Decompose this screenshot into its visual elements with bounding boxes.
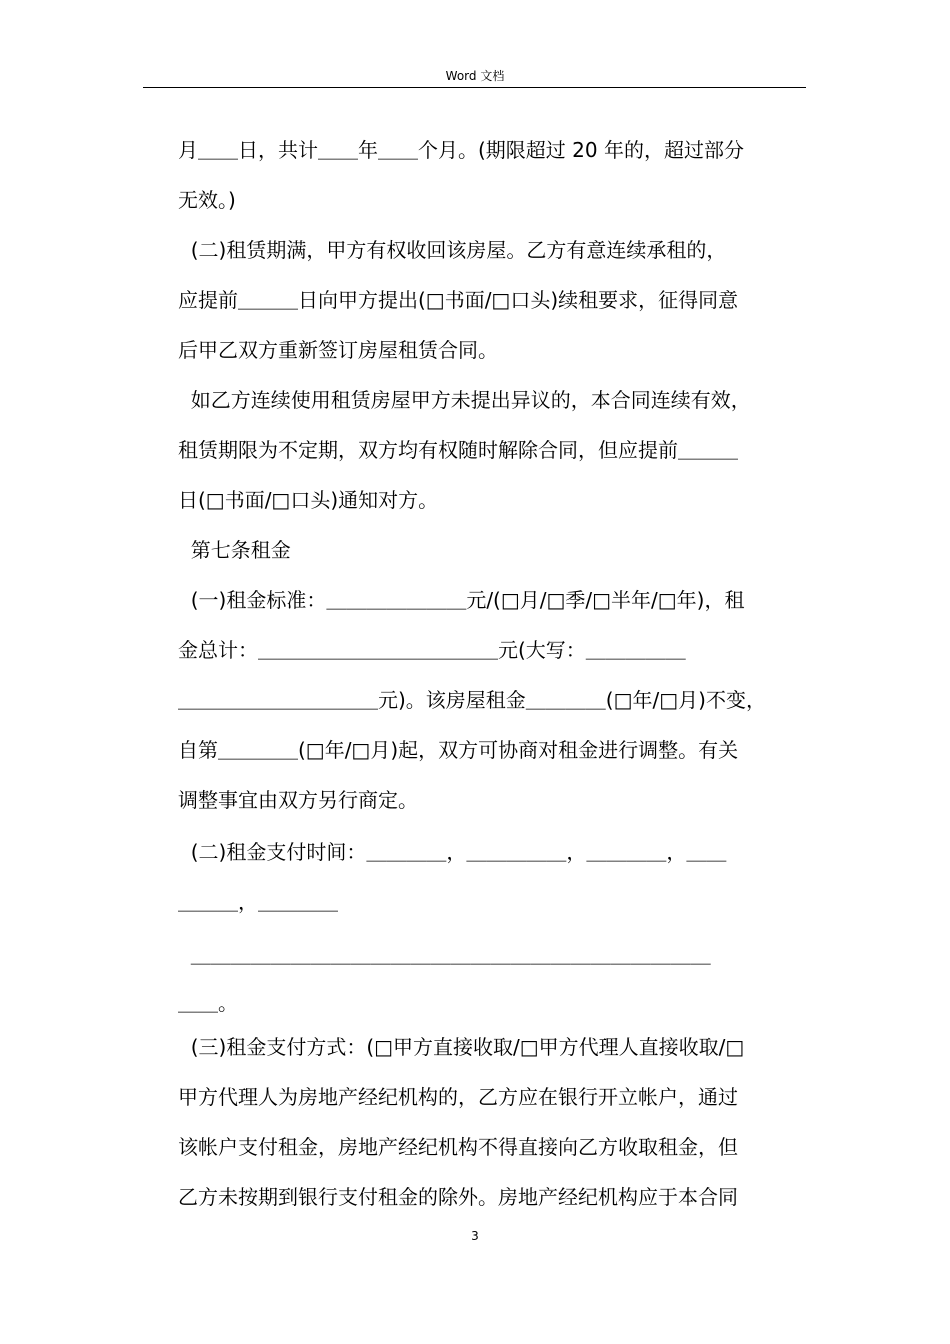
body-line: ＿＿＿＿＿＿＿＿＿＿＿＿＿＿＿＿＿＿＿＿＿＿＿＿＿＿ [178,943,711,967]
body-line: 租赁期限为不定期，双方均有权随时解除合同，但应提前＿＿＿ [178,438,738,462]
body-line: 日(□书面/□口头)通知对方。 [178,488,439,512]
body-line: 自第＿＿＿＿(□年/□月)起，双方可协商对租金进行调整。有关 [178,738,739,762]
body-line: 金总计：＿＿＿＿＿＿＿＿＿＿＿＿元(大写：＿＿＿＿＿ [178,638,686,662]
body-line: ＿＿。 [178,991,238,1015]
body-line: 后甲乙双方重新签订房屋租赁合同。 [178,338,498,362]
body-line: (二)租金支付时间：＿＿＿＿，＿＿＿＿＿，＿＿＿＿，＿＿ [178,840,727,864]
body-line: ＿＿＿，＿＿＿＿ [178,890,338,914]
body-line: (二)租赁期满，甲方有权收回该房屋。乙方有意连续承租的， [178,238,727,262]
body-line: 该帐户支付租金，房地产经纪机构不得直接向乙方收取租金，但 [178,1135,738,1159]
body-line: 乙方未按期到银行支付租金的除外。房地产经纪机构应于本合同 [178,1185,738,1209]
page-number: 3 [471,1229,479,1243]
body-line: 甲方代理人为房地产经纪机构的，乙方应在银行开立帐户，通过 [178,1085,738,1109]
section-heading: 第七条租金 [178,538,291,562]
body-line: 月＿＿日，共计＿＿年＿＿个月。(期限超过 20 年的，超过部分 [178,138,744,162]
body-line: ＿＿＿＿＿＿＿＿＿＿元)。该房屋租金＿＿＿＿(□年/□月)不变， [178,688,766,712]
body-line: 调整事宜由双方另行商定。 [178,788,418,812]
body-line: (一)租金标准：＿＿＿＿＿＿＿元/(□月/□季/□半年/□年)，租 [178,588,745,612]
body-line: 无效。) [178,188,236,212]
body-line: 应提前＿＿＿日向甲方提出(□书面/□口头)续租要求，征得同意 [178,288,739,312]
body-line: 如乙方连续使用租赁房屋甲方未提出异议的，本合同连续有效， [178,388,751,412]
header-label: Word 文档 [445,69,505,83]
header-rule [143,87,806,88]
body-line: (三)租金支付方式：(□甲方直接收取/□甲方代理人直接收取/□ [178,1035,745,1059]
